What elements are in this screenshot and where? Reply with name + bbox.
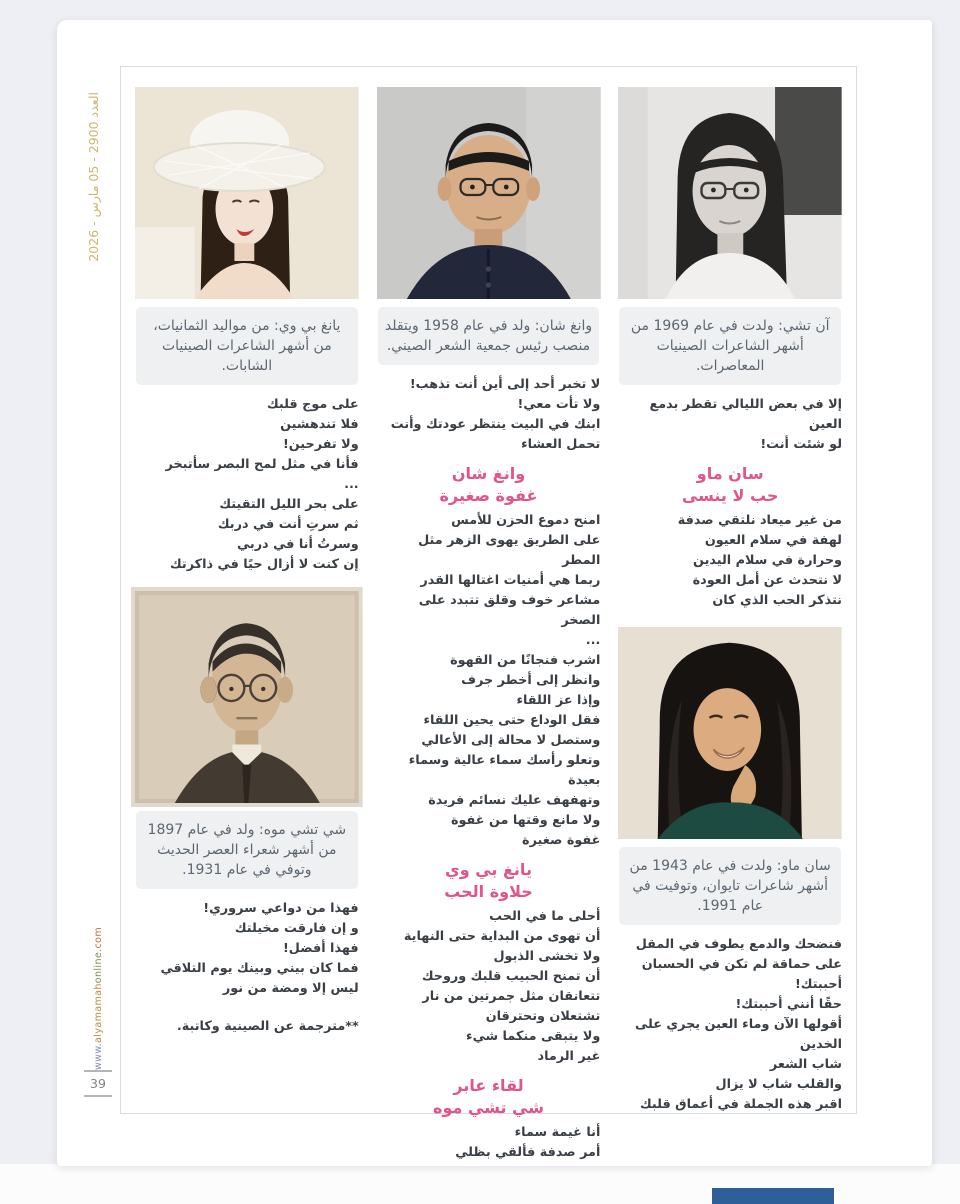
heading-wang-shan-line2: غفوة صغيرة (439, 486, 538, 505)
columns-grid (121, 67, 856, 1160)
poem-line: لو شئت أنت! (760, 437, 842, 452)
poem-line: ولا مانع وقتها من غفوة (450, 813, 601, 828)
poem-line: تشتعلان وتحترقان (485, 1009, 601, 1024)
poem-opening-left (135, 395, 359, 575)
poem-line: وتعلو رأسك سماء عالية وسماء بعيدة (408, 753, 601, 788)
poem-line: ولا تأت معي! (517, 397, 601, 412)
poem-line: أحببتك! (794, 977, 842, 992)
photo-yang-bi-wei-illustration (135, 87, 359, 299)
column-left (135, 87, 359, 1163)
heading-san-mao-line1: سان ماو (696, 464, 764, 483)
poem-line: على بحر الليل التقيتك (219, 497, 359, 512)
issue-info-text: العدد 2900 - 05 مارس - 2026 (86, 92, 101, 262)
photo-yang-bi-wei (135, 87, 359, 299)
photo-an-chi (618, 87, 842, 299)
poem-line: وإذا عز اللقاء (516, 693, 601, 708)
heading-wang-shan-line1: وانغ شان (451, 464, 526, 483)
poem-line: ... (585, 633, 601, 648)
poem-line: و إن فارقت مخيلتك (234, 921, 359, 936)
website-text: www.alyamamahonline.com (93, 926, 104, 1070)
poem-san-mao (618, 511, 842, 611)
caption-san-mao: سان ماو: ولدت في عام 1943 من أشهر شاعرات تايوان، وتوفيت في عام 1991. (619, 847, 841, 925)
heading-yang-bi-wei-line1: يانغ بي وي (445, 860, 532, 879)
poem-yang-bi-wei (377, 907, 601, 1067)
poem-line: من غير ميعاد نلتقي صدفة (677, 513, 842, 528)
poem-line: ولا تفرحين! (282, 437, 359, 452)
poem-line: ... (344, 477, 359, 492)
heading-san-mao-line2: حب لا ينسى (681, 486, 779, 505)
photo-san-mao-illustration (618, 627, 842, 839)
poem-line: ولا تخشى الذبول (493, 949, 601, 964)
poem-line: نتذكر الحب الذي كان (712, 593, 842, 608)
poem-line: أن تمنح الحبيب قلبك وروحك (421, 969, 601, 984)
poem-line: اشرب فنجانًا من القهوة (450, 653, 601, 668)
poem-line: على حماقة لم تكن في الحسبان (641, 957, 842, 972)
photo-wang-shan (377, 87, 601, 299)
poem-line: أحلى ما في الحب (489, 909, 601, 924)
poem-line: فما كان بيني وبينك يوم التلاقي (160, 961, 359, 976)
poem-line: إلا في بعض الليالي تقطر بدمع العين (649, 397, 842, 432)
poem-line: لا نتحدث عن أمل العودة (692, 573, 842, 588)
caption-an-chi: آن تشي: ولدت في عام 1969 من أشهر الشاعرات الصينيات المعاصرات. (619, 307, 841, 385)
poem-line: وحرارة في سلام اليدين (693, 553, 842, 568)
poem-line: ولا يتبقى منكما شيء (466, 1029, 601, 1044)
poem-line: لهفة في سلام العيون (704, 533, 842, 548)
poem-line: أنا غيمة سماء (514, 1125, 601, 1140)
poem-line: حقًا أنني أحببتك! (735, 997, 842, 1012)
caption-wang-shan: وانغ شان: ولد في عام 1958 ويتقلد منصب رئيس جمعية الشعر الصيني. (378, 307, 600, 365)
footer-blue-bar (712, 1188, 834, 1204)
poem-line: تتعانقان مثل جمرتين من نار (422, 989, 601, 1004)
issue-vertical-label (84, 92, 104, 307)
poem-line: وستصل لا محالة إلى الأعالي (421, 733, 601, 748)
poem-line: فلا تندهشين (280, 417, 359, 432)
photo-san-mao (618, 627, 842, 839)
poem-line: مشاعر خوف وقلق تتبدد على الصخر (418, 593, 601, 628)
poem-opening-right (618, 395, 842, 455)
poem-line: اقبر هذه الجملة في أعماق قلبك (639, 1097, 842, 1112)
poem-line: فهذا من دواعي سروري! (203, 901, 359, 916)
heading-yang-bi-wei-line2: حلاوة الحب (444, 882, 533, 901)
heading-shi-zhimo-poem (377, 1075, 601, 1119)
column-middle (377, 87, 601, 1163)
poem-line: وتهفهف عليك نسائم فريدة (428, 793, 601, 808)
page-number: 39 (84, 1070, 112, 1097)
poem-line: ثم سرتِ أنت في دربك (217, 517, 359, 532)
poem-line: فقل الوداع حتى يحين اللقاء (423, 713, 601, 728)
heading-shi-zhimo-line1: لقاء عابر (453, 1076, 524, 1095)
poem-line: وانظر إلى أخطر جرف (461, 673, 601, 688)
photo-an-chi-illustration (618, 87, 842, 299)
poem-line: أن تهوى من البداية حتى النهاية (403, 929, 601, 944)
poem-line: فنضحك والدمع يطوف في المقل (635, 937, 842, 952)
poem-line: وسرتُ أنا في دربي (236, 537, 359, 552)
photo-shi-zhimo (135, 591, 359, 803)
website-vertical-label (91, 926, 107, 1070)
heading-yang-bi-wei (377, 859, 601, 903)
heading-san-mao (618, 463, 842, 507)
poem-line: ربما هي أمنيات اغتالها القدر (420, 573, 601, 588)
translator-footnote: **مترجمة عن الصينية وكاتبة. (176, 1019, 359, 1034)
caption-shi-zhimo: شي تشي موه: ولد في عام 1897 من أشهر شعراء العصر الحديث وتوفي في عام 1931. (136, 811, 358, 889)
poem-line: والقلب شاب لا يزال (715, 1077, 842, 1092)
caption-yang-bi-wei: يانغ بي وي: من مواليد الثمانيات، من أشهر الشاعرات الصينيات الشابات. (136, 307, 358, 385)
poem-line: لا تخبر أحد إلى أين أنت تذهب! (409, 377, 601, 392)
poem-san-mao-2 (618, 935, 842, 1115)
poem-line: على موج قلبك (266, 397, 359, 412)
poem-line: غفوة صغيرة (522, 833, 601, 848)
poem-line: شاب الشعر (769, 1057, 842, 1072)
content-frame (120, 66, 857, 1160)
photo-shi-zhimo-illustration (135, 591, 359, 803)
photo-wang-shan-illustration (377, 87, 601, 299)
poem-line: أقولها الآن وماء العين يجري على الخدين (635, 1017, 842, 1052)
poem-line: على الطريق يهوى الزهر مثل المطر (418, 533, 601, 568)
heading-wang-shan (377, 463, 601, 507)
column-right (618, 87, 842, 1163)
poem-line: ليس إلا ومضة من نور (222, 981, 359, 996)
poem-shi-zhimo-left (135, 899, 359, 999)
poem-line: غير الرماد (537, 1049, 601, 1064)
poem-line: أمر صدفة فألقي بظلي (455, 1145, 601, 1160)
poem-opening-middle (377, 375, 601, 455)
poem-line: ابنك في البيت ينتظر عودتك وأنت تحمل العشاء (390, 417, 601, 452)
poem-line: إن كنت لا أزال حيًا في ذاكرتك (169, 557, 359, 572)
heading-shi-zhimo-line2: شي تشي موه (433, 1098, 544, 1117)
poem-line: امنح دموع الحزن للأمس (451, 513, 601, 528)
poem-wang-shan (377, 511, 601, 851)
poem-shi-zhimo (377, 1123, 601, 1163)
magazine-page (57, 20, 932, 1166)
poem-line: فأنا في مثل لمح البصر سأتبخر (165, 457, 359, 472)
poem-line: فهذا أفضل! (282, 941, 359, 956)
